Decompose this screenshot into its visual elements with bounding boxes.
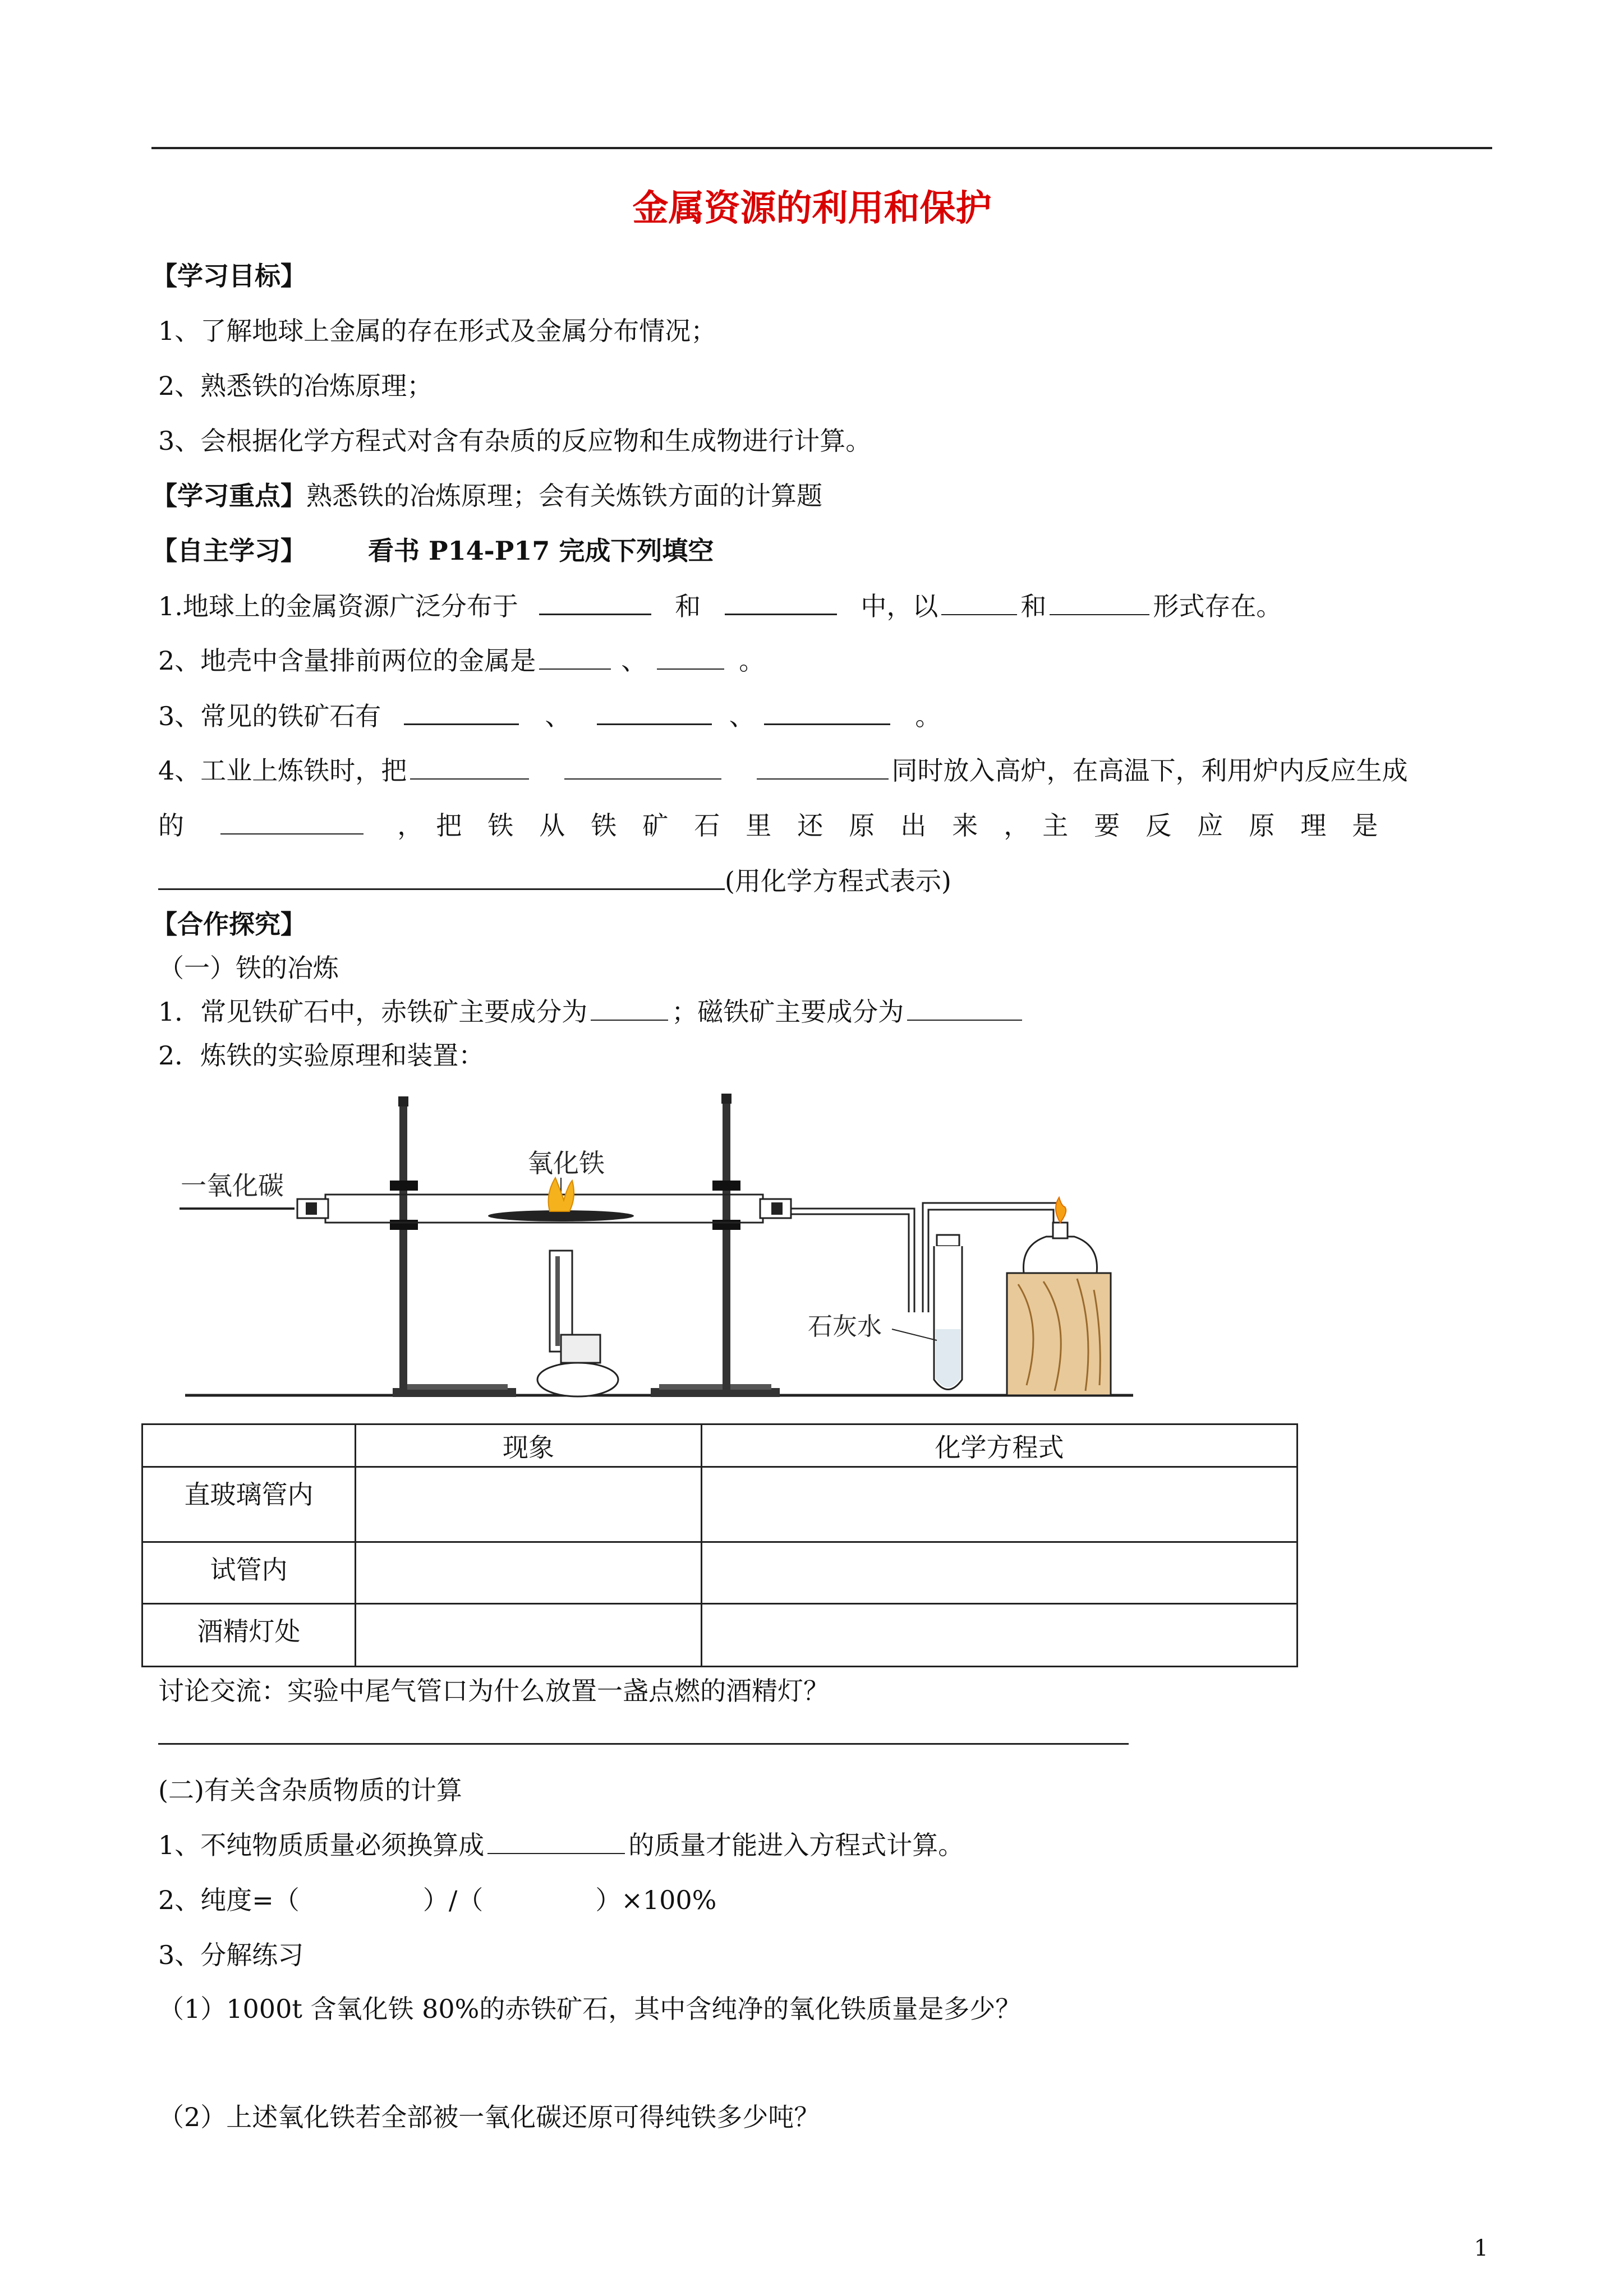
practice-problem-1: （1）1000t 含氧化铁 80%的赤铁矿石，其中含纯净的氧化铁质量是多少？ [158, 1994, 1022, 2024]
observation-table [141, 1423, 1298, 1667]
objectives-heading: 【学习目标】 [151, 261, 306, 291]
ore-question [158, 995, 1025, 1029]
question-text: ）/（ [422, 1885, 484, 1915]
equation-cell[interactable] [702, 1542, 1298, 1604]
section-heading: （一）铁的冶炼 [158, 953, 339, 983]
equation-cell[interactable] [702, 1604, 1298, 1667]
discussion-answer-line[interactable] [158, 1743, 1129, 1745]
equation-cell[interactable] [702, 1467, 1298, 1542]
burner-base [537, 1363, 618, 1396]
practice-problem-2: （2）上述氧化铁若全部被一氧化碳还原可得纯铁多少吨？ [158, 2102, 820, 2132]
question-text: ；磁铁矿主要成分为 [671, 997, 904, 1027]
fill-question-4-cont [158, 809, 1378, 842]
answer-blank[interactable] [1050, 589, 1149, 615]
table-header-cell: 现象 [356, 1424, 702, 1467]
question-text: 。 [915, 701, 941, 731]
table-header-row [142, 1424, 1298, 1467]
table-row [142, 1604, 1298, 1667]
discussion-question: 讨论交流：实验中尾气管口为什么放置一盏点燃的酒精灯？ [158, 1676, 829, 1706]
question-text: 2、地壳中含量排前两位的金属是 [158, 646, 536, 676]
self-study-label: 【自主学习】 [151, 536, 306, 566]
question-text: 、 [621, 646, 647, 676]
fill-question-3 [158, 699, 941, 733]
self-study-heading [151, 534, 714, 568]
stand-rod-left [399, 1099, 407, 1391]
page-number: 1 [1474, 2235, 1488, 2261]
question-text: 1、不纯物质质量必须换算成 [158, 1830, 485, 1860]
calc-question-1 [158, 1828, 964, 1862]
cooperation-heading: 【合作探究】 [151, 909, 306, 939]
limewater-label: 石灰水 [808, 1312, 882, 1341]
objective-item: 3、会根据化学方程式对含有杂质的反应物和生成物进行计算。 [158, 426, 872, 456]
answer-blank[interactable] [764, 699, 890, 725]
self-study-instruction: 看书 P14-P17 完成下列填空 [368, 536, 714, 566]
phenomenon-cell[interactable] [356, 1467, 702, 1542]
fill-question-4-end [158, 864, 951, 898]
question-text: 和 [675, 591, 701, 621]
answer-blank[interactable] [907, 995, 1022, 1021]
clamp-right-bottom [712, 1220, 740, 1230]
apparatus-caption: 2．炼铁的实验原理和装置： [158, 1040, 485, 1071]
question-text: 3、常见的铁矿石有 [158, 701, 381, 731]
answer-blank[interactable] [757, 754, 889, 780]
question-text: 的质量才能进入方程式计算。 [628, 1830, 964, 1860]
answer-blank[interactable] [220, 809, 364, 835]
answer-blank[interactable] [941, 589, 1017, 615]
answer-blank[interactable] [725, 589, 837, 615]
objective-item: 1、了解地球上金属的存在形式及金属分布情况； [158, 316, 717, 346]
purity-formula [158, 1883, 716, 1917]
table-header-cell: 化学方程式 [702, 1424, 1298, 1467]
question-text: 中，以 [861, 591, 938, 621]
question-text: 2、纯度=（ [158, 1885, 300, 1915]
clamp-left-bottom [390, 1220, 418, 1230]
phenomenon-cell[interactable] [356, 1604, 702, 1667]
fill-question-2 [158, 644, 765, 677]
answer-blank[interactable] [158, 864, 725, 890]
stand-rod-right [723, 1096, 730, 1391]
question-text: 1．常见铁矿石中，赤铁矿主要成分为 [158, 997, 588, 1027]
question-text: 和 [1020, 591, 1047, 621]
key-points [151, 479, 822, 513]
question-text: ）×100% [595, 1885, 717, 1915]
row-label: 试管内 [142, 1542, 356, 1604]
header-rule [151, 147, 1492, 149]
practice-heading: 3、分解练习 [158, 1940, 304, 1970]
fill-question-4 [158, 754, 1408, 787]
answer-blank[interactable] [564, 754, 721, 780]
question-text: (用化学方程式表示) [725, 866, 951, 896]
fill-question-1 [158, 589, 1282, 623]
question-text: ， 把 铁 从 铁 矿 石 里 还 原 出 来 ， 主 要 反 应 原 理 是 [397, 810, 1378, 841]
answer-blank[interactable] [539, 589, 651, 615]
question-text: 4、工业上炼铁时，把 [158, 755, 407, 786]
answer-blank[interactable] [597, 699, 712, 725]
answer-blank[interactable] [657, 644, 724, 670]
row-label: 酒精灯处 [142, 1604, 356, 1667]
question-text: 1.地球上的金属资源广泛分布于 [158, 591, 518, 621]
question-text: 、 [545, 701, 571, 731]
answer-blank[interactable] [591, 995, 668, 1021]
page-title: 金属资源的利用和保护 [632, 188, 992, 229]
clamp-left-top [390, 1181, 418, 1191]
key-points-label: 【学习重点】 [151, 481, 306, 511]
answer-blank[interactable] [539, 644, 611, 670]
alcohol-lamp [1024, 1237, 1097, 1273]
question-text: 、 [729, 701, 755, 731]
answer-blank[interactable] [410, 754, 529, 780]
objective-item: 2、熟悉铁的冶炼原理； [158, 371, 433, 401]
iron-oxide-label: 氧化铁 [527, 1148, 605, 1178]
co-label: 一氧化碳 [181, 1170, 284, 1201]
clamp-right-top [712, 1181, 740, 1191]
answer-blank[interactable] [487, 1828, 625, 1854]
question-text: 同时放入高炉，在高温下，利用炉内反应生成 [891, 755, 1408, 786]
table-row [142, 1467, 1298, 1542]
row-label: 直玻璃管内 [142, 1467, 356, 1542]
iron-smelting-apparatus-diagram [168, 1088, 1144, 1413]
section-heading: (二)有关含杂质物质的计算 [158, 1775, 462, 1805]
question-text: 。 [739, 646, 765, 676]
alcohol-lamp-flame [1056, 1197, 1066, 1223]
key-points-text: 熟悉铁的冶炼原理；会有关炼铁方面的计算题 [306, 481, 822, 511]
answer-blank[interactable] [404, 699, 519, 725]
phenomenon-cell[interactable] [356, 1542, 702, 1604]
table-header-cell [142, 1424, 356, 1467]
question-text: 形式存在。 [1153, 591, 1282, 621]
table-row [142, 1542, 1298, 1604]
question-text: 的 [158, 810, 184, 841]
